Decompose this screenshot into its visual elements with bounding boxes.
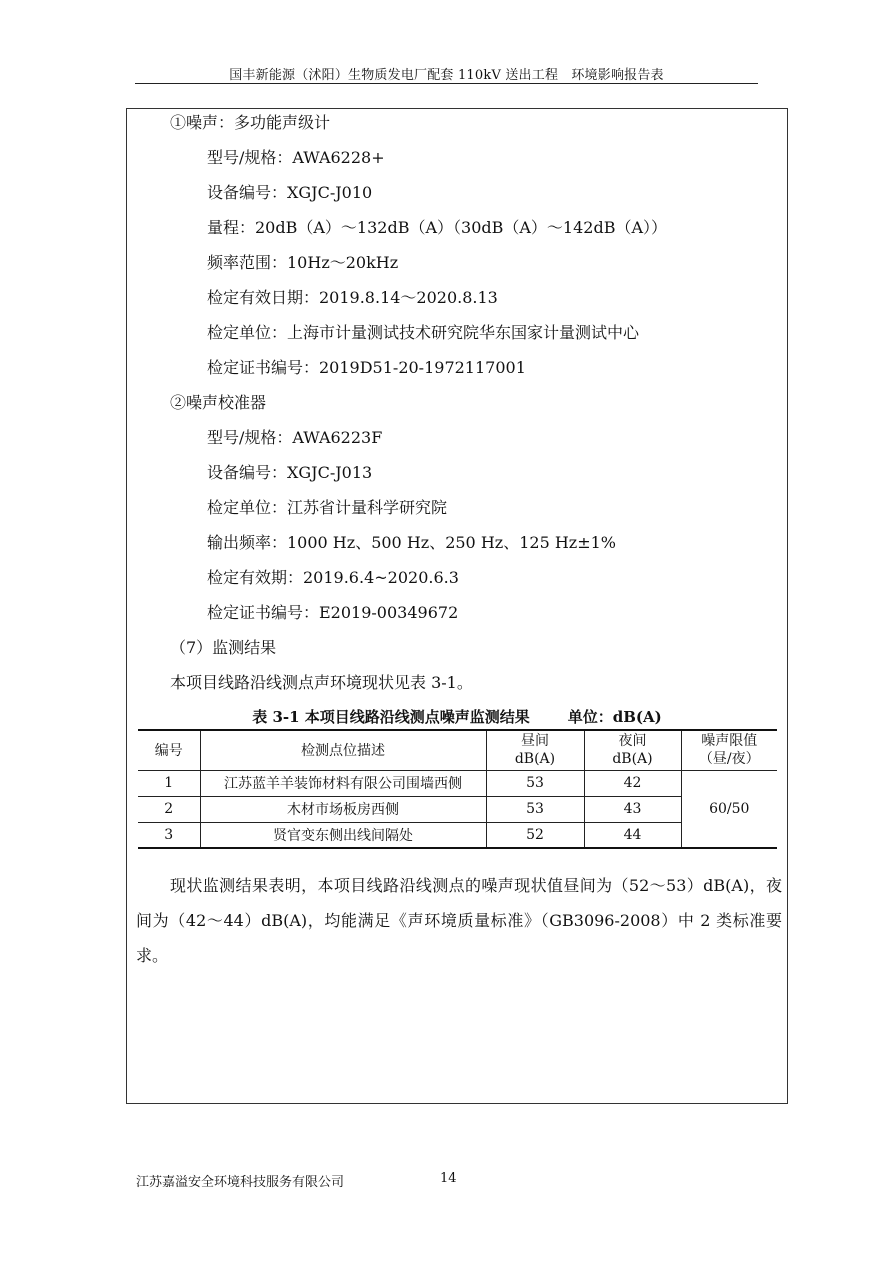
calibrator-verification-unit: 检定单位：江苏省计量科学研究院	[207, 498, 448, 517]
row-no: 3	[138, 822, 200, 848]
table-row	[138, 770, 777, 796]
page-header: 国丰新能源（沭阳）生物质发电厂配套 110kV 送出工程 环境影响报告表	[229, 68, 664, 83]
row-night-value: 44	[584, 822, 681, 848]
header-description: 检测点位描述	[200, 730, 486, 770]
header-night-unit: dB(A)	[612, 751, 653, 768]
row-day-value: 53	[486, 796, 584, 822]
noise-meter-model: 型号/规格：AWA6228+	[207, 148, 385, 167]
footer-company: 江苏嘉溢安全环境科技服务有限公司	[136, 1175, 345, 1190]
header-day	[486, 730, 584, 770]
table-caption-unit: 单位：dB(A)	[567, 708, 662, 726]
header-limit	[681, 730, 777, 770]
section-title: （7）监测结果	[170, 638, 277, 657]
footer-page-number: 14	[440, 1171, 457, 1186]
header-night-label: 夜间	[618, 733, 647, 750]
row-day-value: 53	[486, 770, 584, 796]
noise-meter-verification-unit: 检定单位：上海市计量测试技术研究院华东国家计量测试中心	[207, 323, 640, 342]
conclusion-paragraph	[136, 868, 782, 973]
noise-limit-value: 60/50	[681, 770, 777, 848]
row-no: 2	[138, 796, 200, 822]
header-no: 编号	[138, 730, 200, 770]
row-description: 江苏蓝羊羊装饰材料有限公司围墙西侧	[200, 770, 486, 796]
table-caption-title: 表 3-1 本项目线路沿线测点噪声监测结果	[252, 708, 530, 726]
header-day-unit: dB(A)	[514, 751, 556, 768]
header-night	[584, 730, 681, 770]
calibrator-cert-no: 检定证书编号：E2019-00349672	[207, 603, 459, 622]
row-day-value: 52	[486, 822, 584, 848]
noise-meter-device-no: 设备编号：XGJC-J010	[207, 183, 373, 202]
row-night-value: 42	[584, 770, 681, 796]
noise-meter-range: 量程：20dB（A）～132dB（A）（30dB（A）～142dB（A））	[207, 218, 668, 237]
row-description: 贤官变东侧出线间隔处	[200, 822, 486, 848]
table-intro: 本项目线路沿线测点声环境现状见表 3-1。	[170, 673, 473, 692]
table-header-row	[138, 730, 777, 770]
header-day-label: 昼间	[521, 733, 549, 750]
noise-meter-freq: 频率范围：10Hz～20kHz	[207, 253, 399, 272]
header-limit-unit: （昼/夜）	[698, 751, 760, 768]
calibrator-title: ②噪声校准器	[170, 393, 267, 412]
noise-meter-valid-date: 检定有效日期：2019.8.14～2020.8.13	[207, 288, 498, 307]
row-night-value: 43	[584, 796, 681, 822]
calibrator-output-freq: 输出频率：1000 Hz、500 Hz、250 Hz、125 Hz±1%	[207, 533, 617, 552]
noise-results-table	[138, 729, 777, 849]
table-caption	[138, 706, 776, 727]
row-no: 1	[138, 770, 200, 796]
calibrator-device-no: 设备编号：XGJC-J013	[207, 463, 373, 482]
noise-meter-cert-no: 检定证书编号：2019D51-20-1972117001	[207, 358, 526, 377]
calibrator-valid-date: 检定有效期：2019.6.4~2020.6.3	[207, 568, 459, 587]
conclusion-text: 现状监测结果表明，本项目线路沿线测点的噪声现状值昼间为（52～53）dB(A)，夜间为（42～44）dB(A)，均能满足《声环境质量标准》（GB3096-2008）中 2 类标准要求。	[136, 876, 782, 965]
row-description: 木材市场板房西侧	[200, 796, 486, 822]
calibrator-model: 型号/规格：AWA6223F	[207, 428, 383, 447]
header-rule	[135, 83, 758, 84]
header-limit-label: 噪声限值	[701, 733, 758, 750]
noise-meter-title: ①噪声：多功能声级计	[170, 113, 331, 132]
